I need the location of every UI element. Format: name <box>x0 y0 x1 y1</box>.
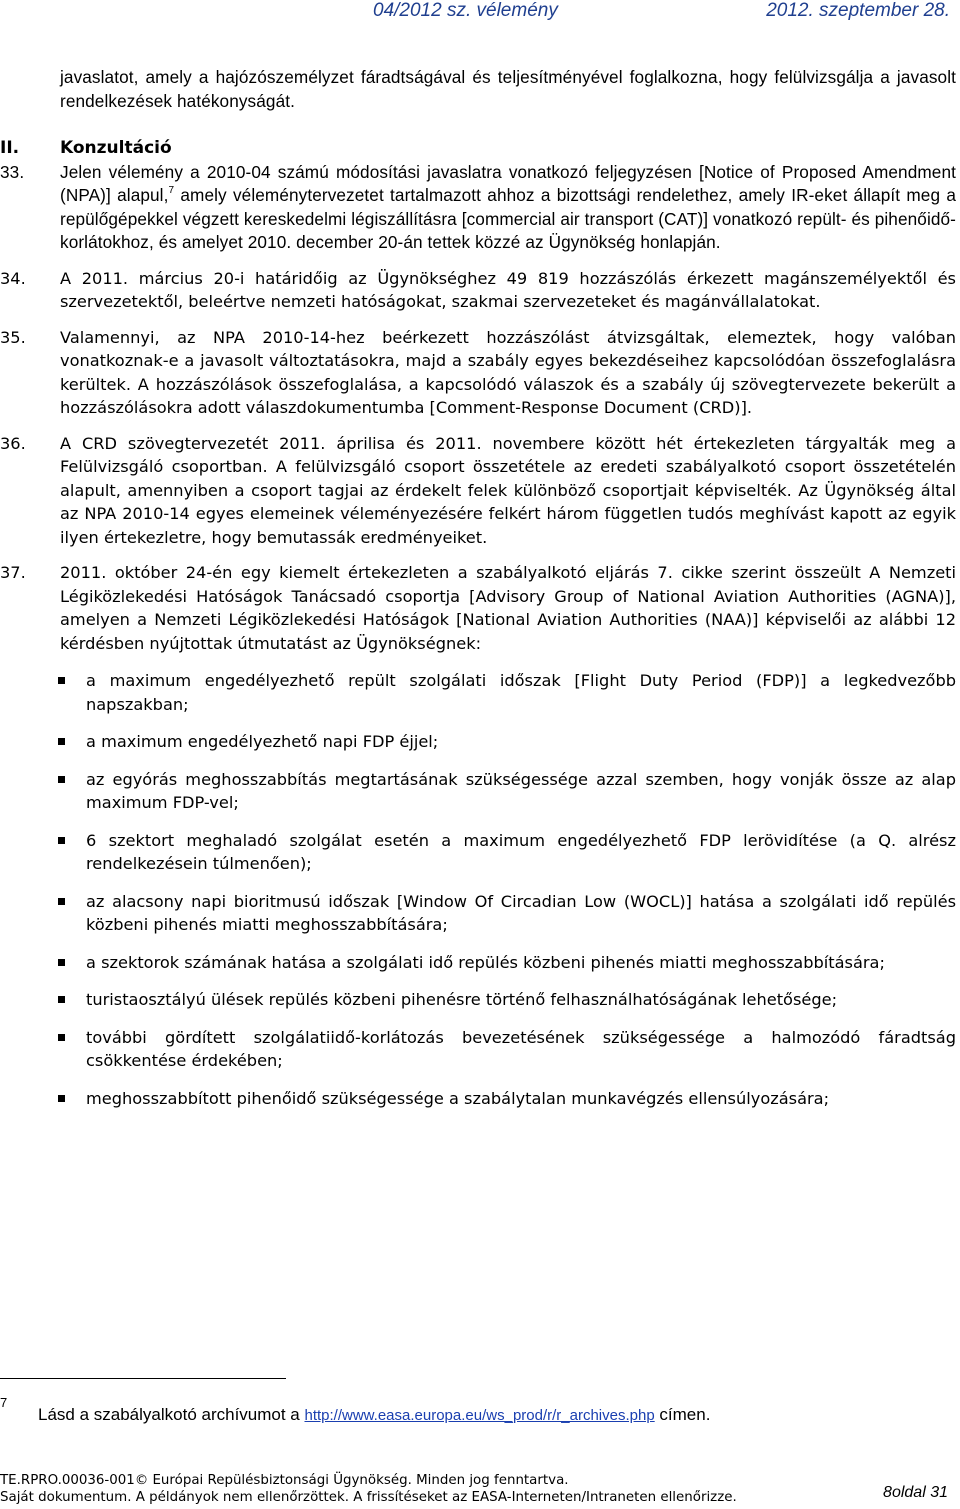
bullet-square-icon <box>58 776 65 783</box>
question-list <box>0 669 960 1110</box>
footnote-ref: 7 <box>168 185 175 197</box>
paragraph-number: 33. <box>0 161 25 182</box>
list-item <box>86 1026 956 1073</box>
section-heading <box>0 137 960 161</box>
header-date: 2012. szeptember 28. <box>766 0 950 21</box>
list-item <box>86 988 956 1012</box>
list-item <box>86 829 956 876</box>
paragraph-text-b: amely véleménytervezetet tartalmazott ahhoz a bizottsági rendelethez, amely IR-eket állapít meg a repülőgépekkel végzett kereskedelmi légiszállításra [commercial air transport (CAT)] vonatkozó repült- és pihenőidő-korlátokhoz, és amelyet 2010. december 20-án tettek közzé az Ügynökség honlapján. <box>60 185 956 252</box>
intro-text: javaslatot, amely a hajózószemélyzet fáradtságával és teljesítményével foglalkozna, hogy felülvizsgálja a javasolt rendelkezések hatékonyságát. <box>60 67 956 111</box>
list-item <box>86 951 956 975</box>
paragraph-text: A 2011. március 20-i határidőig az Ügynökséghez 49 819 hozzászólás érkezett magánszemélyektől és szervezetektől, beleértve nemzeti hatóságokat, szakmai szervezeteket és magánvállalatokat. <box>60 268 956 311</box>
list-item-text: a maximum engedélyezhető napi FDP éjjel; <box>86 732 439 751</box>
bullet-square-icon <box>58 996 65 1003</box>
paragraph-number: 34. <box>0 268 26 288</box>
intro-paragraph <box>0 66 960 113</box>
bullet-square-icon <box>58 1095 65 1102</box>
footnote-divider <box>0 1378 286 1379</box>
page-number: 8oldal 31 <box>883 1484 948 1501</box>
bullet-square-icon <box>58 898 65 905</box>
list-item <box>86 730 956 754</box>
list-item <box>86 890 956 937</box>
paragraph-36 <box>0 432 960 550</box>
paragraph-text-a: Jelen vélemény a 2010-04 számú módosítási javaslatra vonatkozó feljegyzésen [Notice of Proposed Amendment (NPA)] alapul, <box>60 161 956 205</box>
paragraph-number: 37. <box>0 563 26 582</box>
bullet-square-icon <box>58 1034 65 1041</box>
footer-copyright: TE.RPRO.00036-001© Európai Repülésbiztonsági Ügynökség. Minden jog fenntartva. <box>0 1473 569 1488</box>
footer-disclaimer: Saját dokumentum. A példányok nem ellenőrzöttek. A frissítéseket az EASA-Interneten/Intraneten ellenőrizze. <box>0 1490 737 1505</box>
page-header <box>0 0 960 24</box>
paragraph-text: Valamennyi, az NPA 2010-14-hez beérkezett hozzászólást átvizsgáltak, elemeztek, hogy valóban vonatkoznak-e a javasolt változtatásokra, majd a szabály egyes bekezdéseihez kapcsolódóan összefoglalásra kerültek. A hozzászólások összefoglalása, a kapcsolódó válaszok és a szabály új szövegtervezete bekerült a hozzászólásokra adott válaszdokumentumba [Comment-Response Document (CRD)]. <box>60 327 956 417</box>
list-item <box>86 768 956 815</box>
section-number: II. <box>0 138 20 158</box>
list-item-text: 6 szektort meghaladó szolgálat esetén a maximum engedélyezhető FDP lerövidítése (a Q. alrész rendelkezésein túlmenően); <box>86 830 956 873</box>
bullet-square-icon <box>58 738 65 745</box>
list-item-text: a maximum engedélyezhető repült szolgálati időszak [Flight Duty Period (FDP)] a legkedvezőbb napszakban; <box>86 671 956 714</box>
bullet-square-icon <box>58 959 65 966</box>
page-footer <box>0 1472 960 1506</box>
footnote-number: 7 <box>0 1395 8 1410</box>
archive-link[interactable]: http://www.easa.europa.eu/ws_prod/r/r_archives.php <box>304 1407 655 1424</box>
paragraph-33 <box>0 161 960 255</box>
paragraph-34 <box>0 267 960 314</box>
list-item-text: meghosszabbított pihenőidő szükségessége a szabálytalan munkavégzés ellensúlyozására; <box>86 1088 830 1108</box>
list-item <box>86 669 956 716</box>
section-title: Konzultáció <box>60 138 172 158</box>
footnote-text-before: Lásd a szabályalkotó archívumot a <box>38 1405 305 1424</box>
paragraph-text: A CRD szövegtervezetét 2011. áprilisa és 2011. novembere között hét értekezleten tárgyalták meg a Felülvizsgáló csoportban. A felülvizsgáló csoport összetétele az eredeti szabályalkotó csoport összetételén alapult, amennyiben a csoport tagjai az érdekelt felek különböző csoportjait képviselték. Az Ügynökség által az NPA 2010-14 egyes elemeinek véleményezésére felkért három független tudós meghívást kapott az egyik ilyen értekezletre, hogy bemutassák eredményeiket. <box>60 433 956 547</box>
footnote-text-after: címen. <box>654 1405 711 1424</box>
list-item-text: az alacsony napi bioritmusú időszak [Window Of Circadian Low (WOCL)] hatása a szolgálati idő repülés közbeni pihenés miatti meghosszabbítására; <box>86 891 956 934</box>
paragraph-35 <box>0 326 960 420</box>
header-doc-title: 04/2012 sz. vélemény <box>373 0 558 21</box>
document-body <box>0 66 960 1124</box>
list-item-text: turistaosztályú ülések repülés közbeni pihenésre történő felhasználhatóságának lehetősége; <box>86 990 838 1009</box>
paragraph-text: 2011. október 24-én egy kiemelt értekezleten a szabályalkotó eljárás 7. cikke szerint összeült A Nemzeti Légiközlekedési Hatóságok Tanácsadó csoportja [Advisory Group of National Aviation Authorities (AGNA)], amelyen a Nemzeti Légiközlekedési Hatóságok [National Aviation Authorities (NAA)] képviselői az alábbi 12 kérdésben nyújtottak útmutatást az Ügynökségnek: <box>60 563 956 653</box>
list-item-text: az egyórás meghosszabbítás megtartásának szükségessége azzal szemben, hogy vonják össze az alap maximum FDP-vel; <box>86 769 956 812</box>
paragraph-number: 35. <box>0 327 26 347</box>
list-item-text: további gördített szolgálatiidő-korlátozás bevezetésének szükségessége a halmozódó fáradtság csökkentése érdekében; <box>86 1027 956 1070</box>
list-item-text: a szektorok számának hatása a szolgálati idő repülés közbeni pihenés miatti meghosszabbítására; <box>86 952 885 972</box>
bullet-square-icon <box>58 837 65 844</box>
bullet-square-icon <box>58 677 65 684</box>
footnote-text <box>38 1405 710 1425</box>
paragraph-number: 36. <box>0 433 26 453</box>
paragraph-37 <box>0 561 960 655</box>
list-item <box>86 1087 956 1111</box>
